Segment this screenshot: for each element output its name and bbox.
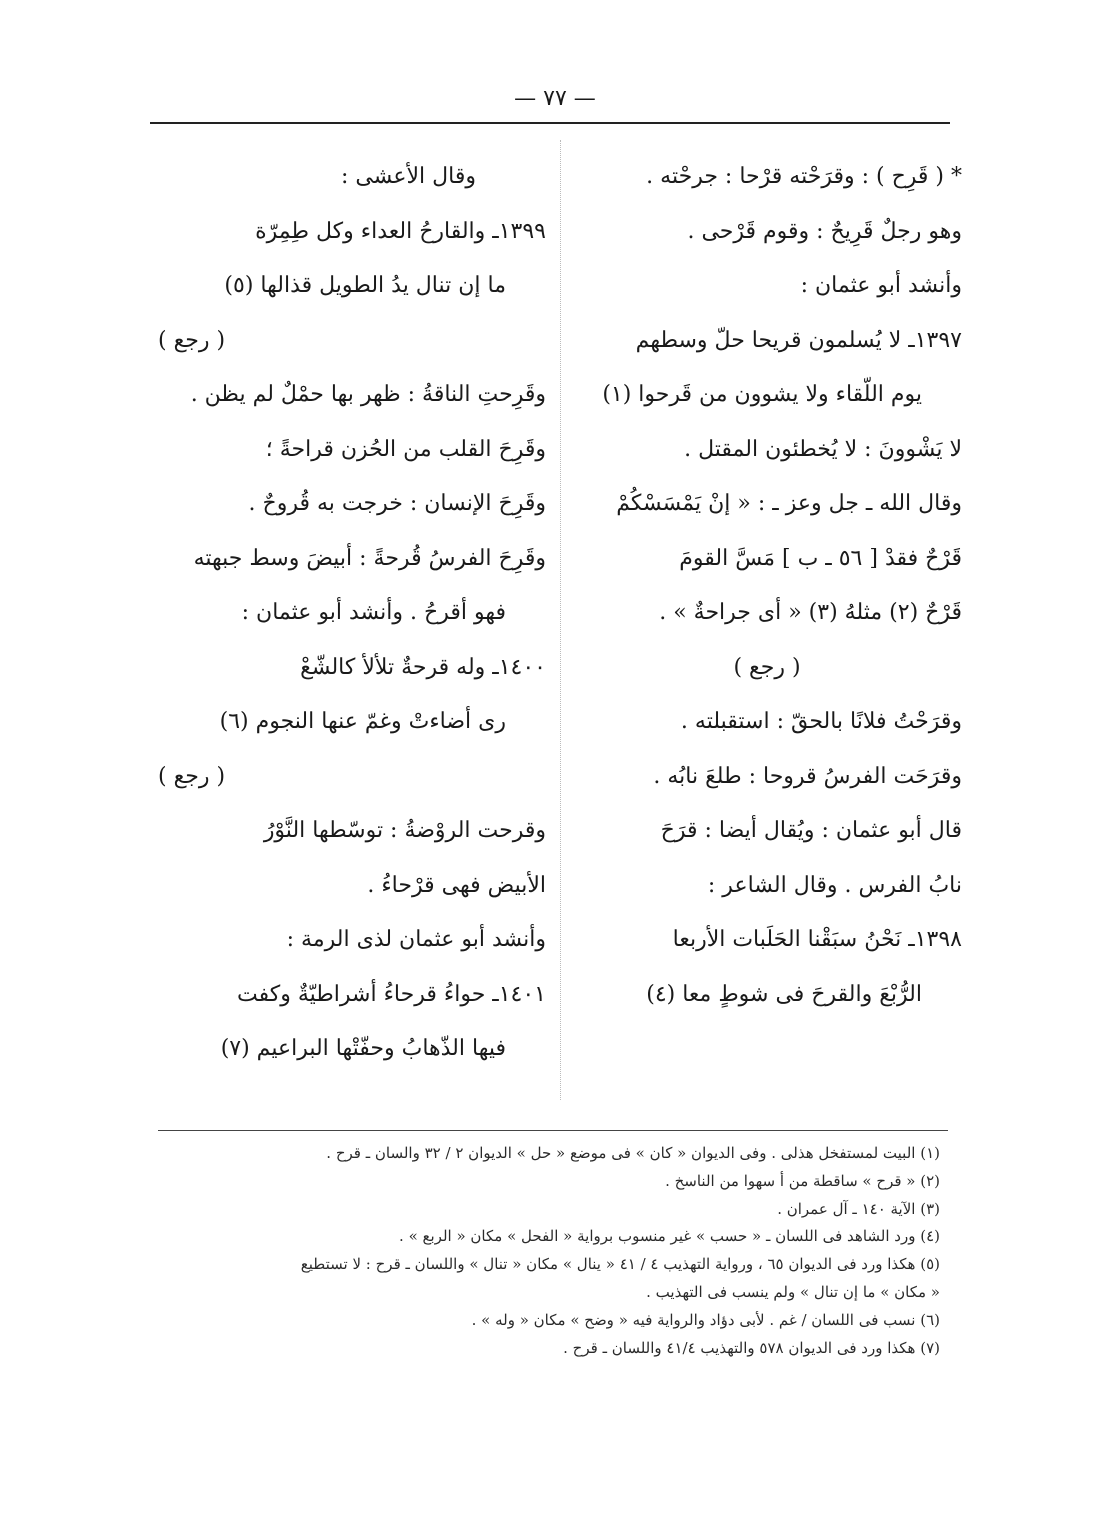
text-line: وأنشد أبو عثمان :	[800, 273, 962, 299]
text-line: قَرْحٌ فقدْ [ ٥٦ ـ ب ] مَسَّ القومَ	[679, 545, 962, 571]
footnote: (٢) « قرح » ساقطة من أ سهوا من الناسخ .	[665, 1171, 940, 1190]
text-line: وقرحت الروْضةُ : توسّطها النَّوْرُ	[263, 818, 546, 844]
left-column	[158, 150, 546, 1077]
verse-line: رى أضاءتْ وغمّ عنها النجوم (٦)	[219, 709, 506, 735]
verse-line: يوم اللّقاء ولا يشوون من قَرحوا (١)	[602, 382, 922, 408]
footnote: (٥) هكذا ورد فى الديوان ٦٥ ، ورواية التهذيب ٤ / ٤١ « ينال » مكان « تنال » واللسان ـ قرح : لا تستطيع	[300, 1255, 940, 1274]
footnote: (٧) هكذا ورد فى الديوان ٥٧٨ والتهذيب ٤١/٤ واللسان ـ قرح .	[563, 1338, 940, 1357]
page-number: — ٧٧ —	[514, 86, 596, 111]
footnote: (٣) الآية ١٤٠ ـ آل عمران .	[777, 1199, 940, 1218]
text-line: قَرْحٌ (٢) مثلهُ (٣) « أى جراحةٌ » .	[659, 600, 962, 626]
footnote: (١) البيت لمستفخل هذلى . وفى الديوان « كان » فى موضع « حل » الديوان ٢ / ٣٢ والسان ـ قرح .	[326, 1144, 940, 1162]
text-line: قال أبو عثمان : ويُقال أيضا : قرَحَ	[660, 818, 962, 844]
text-line: نابُ الفرس . وقال الشاعر :	[707, 872, 962, 898]
section-marker: ( رجع )	[158, 763, 226, 789]
verse-line: ١٣٩٧ـ لا يُسلمون قريحا حلّ وسطهم	[635, 327, 962, 353]
column-divider	[560, 140, 561, 1100]
verse-line: ١٤٠٠ـ وله قرحةٌ تلألأ كالشّعْ	[300, 654, 546, 680]
footnote: (٦) نسب فى اللسان / غم . لأبى دؤاد والرواية فيه « وضح » مكان « وله » .	[471, 1310, 940, 1329]
text-line: وقَرِحَ الإنسان : خرجت به قُروحٌ .	[248, 491, 546, 517]
text-line: وأنشد أبو عثمان لذى الرمة :	[286, 927, 546, 953]
text-line: وقَرِحَ الفرسُ قُرحةً : أبيضَ وسط جبهته	[193, 545, 546, 571]
text-line: وقال الأعشى :	[341, 164, 476, 190]
right-column	[572, 150, 962, 1022]
footnote: (٤) ورد الشاهد فى اللسان ـ « حسب » غير منسوب برواية « الفحل » مكان « الربع » .	[399, 1227, 940, 1246]
text-line: وقرَحْتُ فلانًا بالحقّ : استقبلته .	[680, 709, 962, 735]
section-marker: ( رجع )	[158, 327, 226, 353]
text-line: وقرَحَت الفرسُ قروحا : طلعَ نابُه .	[653, 763, 962, 789]
verse-line: ما إن تنال يدُ الطويل قذالها (٥)	[224, 273, 506, 299]
verse-line: الرُّبْعَ والقرحَ فى شوطٍ معا (٤)	[646, 981, 922, 1007]
footnotes	[150, 1140, 940, 1362]
verse-line: ١٤٠١ـ حواءُ قرحاءُ أشراطيّةٌ وكفت	[237, 981, 546, 1007]
verse-line: ١٣٩٨ـ نَحْنُ سبَقْنا الحَلَبات الأربعا	[672, 927, 962, 953]
text-line: وقَرِحتِ الناقةُ : ظهر بها حمْلٌ لم يظن .	[190, 382, 546, 408]
footnote-rule	[158, 1130, 948, 1131]
text-line: فهو أقرحُ . وأنشد أبو عثمان :	[241, 600, 506, 626]
text-line: الأبيض فهى قرْحاءُ .	[367, 872, 546, 898]
text-line: * ( قَرِح ) : وقرَحْته قرْحا : جرحْته .	[646, 164, 962, 190]
footnote-continuation: « مكان » ما إن تنال » ولم ينسب فى التهذيب .	[646, 1282, 940, 1301]
text-line: وهو رجلٌ قَرِيحٌ : وقوم قَرْحى .	[687, 218, 962, 244]
text-line: وقال الله ـ جل وعز ـ : « إنْ يَمْسَسْكُمْ	[616, 491, 962, 517]
header-rule	[150, 122, 950, 124]
verse-line: فيها الذّهابُ وحفّتْها البراعيم (٧)	[220, 1036, 506, 1062]
section-marker: ( رجع )	[733, 654, 801, 680]
text-line: وقَرِحَ القلب من الحُزن قراحةً ؛	[265, 436, 546, 462]
text-line: لا يَشْوونَ : لا يُخطئون المقتل .	[684, 436, 962, 462]
verse-line: ١٣٩٩ـ والقارحُ العداء وكل طِمِرّة	[255, 218, 546, 244]
